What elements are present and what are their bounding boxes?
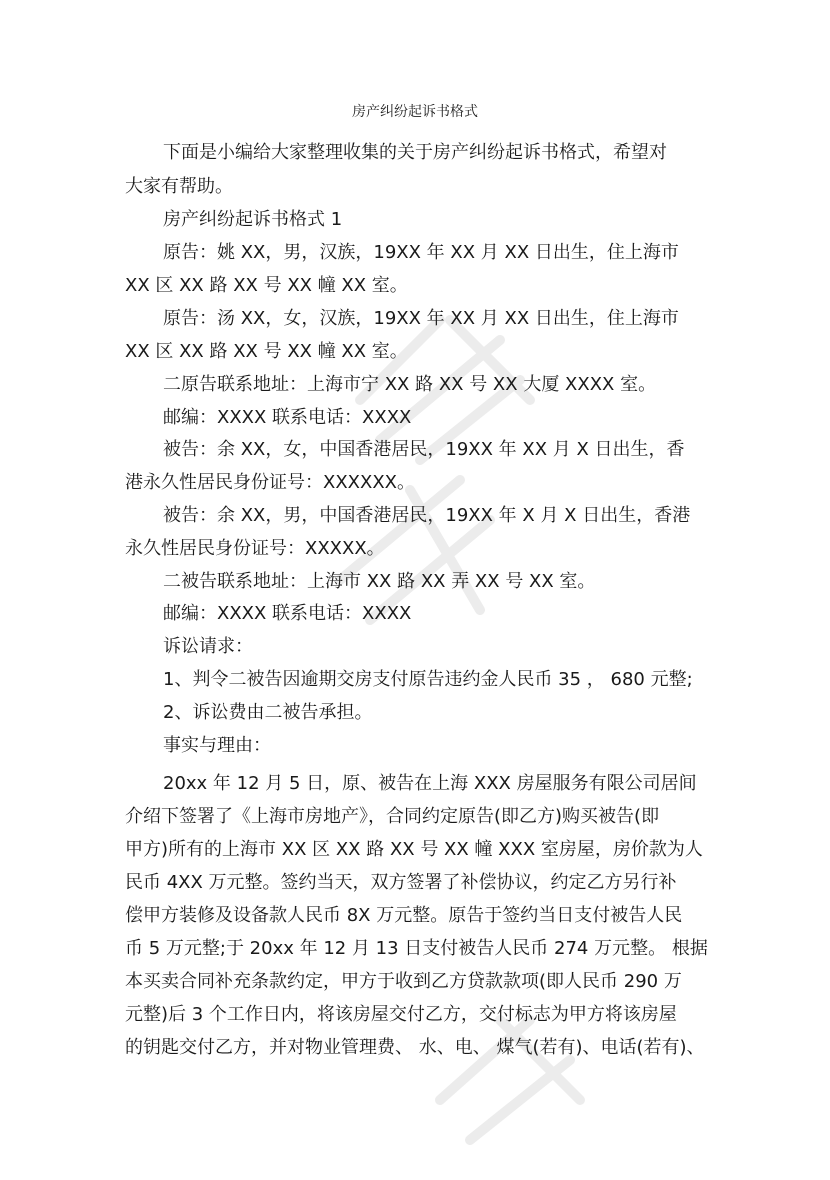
- paragraph-line: 币 5 万元整;于 20xx 年 12 月 13 日支付被告人民币 274 万元整。 根据: [125, 938, 708, 959]
- paragraph-line: 二被告联系地址：上海市 XX 路 XX 弄 XX 号 XX 室。: [163, 571, 596, 592]
- paragraph-line: 下面是小编给大家整理收集的关于房产纠纷起诉书格式，希望对: [163, 142, 667, 163]
- paragraph-line: 民币 4XX 万元整。签约当天，双方签署了补偿协议，约定乙方另行补: [125, 872, 677, 893]
- section-heading: 房产纠纷起诉书格式 1: [163, 209, 343, 230]
- paragraph-line: 邮编：XXXX 联系电话：XXXX: [163, 407, 412, 428]
- paragraph-line: 大家有帮助。: [125, 176, 233, 197]
- paragraph-line: 20xx 年 12 月 5 日，原、被告在上海 XXX 房屋服务有限公司居间: [163, 773, 697, 794]
- paragraph-line: 偿甲方装修及设备款人民币 8X 万元整。原告于签约当日支付被告人民: [125, 905, 683, 926]
- paragraph-line: 被告：余 XX，男，中国香港居民，19XX 年 X 月 X 日出生，香港: [163, 505, 691, 526]
- paragraph-line: 甲方)所有的上海市 XX 区 XX 路 XX 号 XX 幢 XXX 室房屋，房价款为人: [125, 839, 703, 860]
- paragraph-line: 港永久性居民身份证号：XXXXXX。: [125, 472, 415, 493]
- paragraph-line: 永久性居民身份证号：XXXXX。: [125, 538, 385, 559]
- paragraph-line: 二原告联系地址：上海市宁 XX 路 XX 号 XX 大厦 XXXX 室。: [163, 374, 657, 395]
- paragraph-line: 本买卖合同补充条款约定，甲方于收到乙方贷款款项(即人民币 290 万: [125, 971, 682, 992]
- paragraph-line: 的钥匙交付乙方，并对物业管理费、 水、电、 煤气(若有)、电话(若有)、: [125, 1037, 705, 1058]
- section-heading: 事实与理由：: [163, 735, 271, 756]
- section-heading: 诉讼请求：: [163, 636, 253, 657]
- paragraph-line: 元整)后 3 个工作日内，将该房屋交付乙方，交付标志为甲方将该房屋: [125, 1004, 677, 1025]
- paragraph-line: 被告：余 XX，女，中国香港居民，19XX 年 XX 月 X 日出生，香: [163, 439, 685, 460]
- list-item: 1、判令二被告因逾期交房支付原告违约金人民币 35 ， 680 元整;: [163, 669, 693, 690]
- paragraph-line: XX 区 XX 路 XX 号 XX 幢 XX 室。: [125, 275, 408, 296]
- paragraph-line: 原告：汤 XX，女，汉族，19XX 年 XX 月 XX 日出生，住上海市: [163, 308, 679, 329]
- page-title: 房产纠纷起诉书格式: [352, 104, 478, 120]
- paragraph-line: 原告：姚 XX，男，汉族，19XX 年 XX 月 XX 日出生，住上海市: [163, 242, 679, 263]
- paragraph-line: XX 区 XX 路 XX 号 XX 幢 XX 室。: [125, 341, 408, 362]
- list-item: 2、诉讼费由二被告承担。: [163, 702, 373, 723]
- paragraph-line: 介绍下签署了《上海市房地产》，合同约定原告(即乙方)购买被告(即: [125, 806, 660, 827]
- paragraph-line: 邮编：XXXX 联系电话：XXXX: [163, 603, 412, 624]
